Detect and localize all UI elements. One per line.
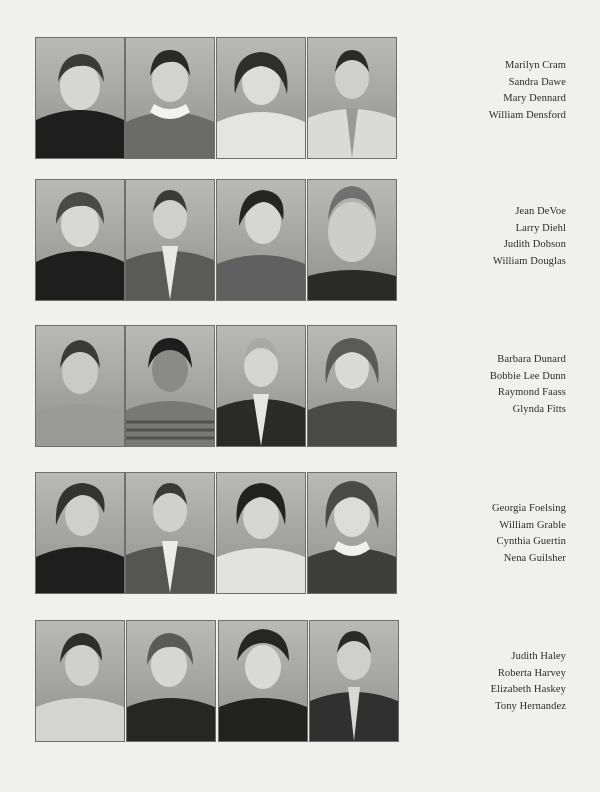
portrait-photo [308, 326, 396, 446]
portrait-row [36, 621, 600, 743]
portrait-photo [217, 326, 305, 446]
student-name: William Douglas [492, 255, 566, 267]
portrait-row [36, 326, 600, 448]
portrait-photo [217, 38, 305, 158]
student-name: Marilyn Cram [505, 60, 566, 71]
student-name: Cynthia Guertin [496, 536, 566, 547]
portrait-photo [36, 180, 124, 300]
student-name: Judith Haley [511, 651, 566, 662]
student-name: Georgia Foelsing [491, 503, 566, 514]
student-name: Raymond Faass [497, 387, 566, 398]
student-name: Mary Dennard [503, 93, 566, 104]
portrait-photo [310, 621, 398, 741]
portrait-group [36, 326, 396, 448]
portrait-row [36, 38, 600, 160]
portrait-photo [217, 473, 305, 593]
portrait-group [36, 473, 396, 595]
name-list [442, 204, 566, 270]
portrait-group [36, 38, 396, 160]
portrait-photo [126, 180, 214, 300]
portrait-photo [36, 621, 124, 741]
portrait-group [36, 621, 396, 743]
student-name: William Densford [488, 109, 566, 121]
student-name: Sandra Dawe [508, 76, 566, 88]
student-name: Judith Dobson [503, 239, 566, 250]
portrait-photo [36, 38, 124, 158]
portrait-photo [126, 38, 214, 158]
portrait-photo [126, 326, 214, 446]
name-list [442, 649, 566, 715]
name-list [442, 352, 566, 418]
student-name: William Grable [499, 519, 566, 531]
portrait-photo [36, 326, 124, 446]
portrait-photo [217, 180, 305, 300]
student-name: Elizabeth Haskey [490, 684, 566, 695]
portrait-row [36, 473, 600, 595]
portrait-row [36, 180, 600, 302]
portrait-group [36, 180, 396, 302]
student-name: Jean DeVoe [515, 206, 566, 217]
student-name: Glynda Fitts [512, 403, 566, 415]
name-list [442, 501, 566, 567]
student-name: Roberta Harvey [497, 667, 566, 679]
student-name: Larry Diehl [515, 222, 566, 234]
portrait-photo [308, 180, 396, 300]
portrait-photo [36, 473, 124, 593]
student-name: Barbara Dunard [497, 354, 566, 365]
portrait-photo [219, 621, 307, 741]
portrait-photo [308, 473, 396, 593]
portrait-photo [127, 621, 215, 741]
name-list [442, 58, 566, 124]
student-name: Nena Guilsher [503, 552, 566, 564]
portrait-photo [126, 473, 214, 593]
student-name: Tony Hernandez [495, 700, 566, 712]
portrait-photo [308, 38, 396, 158]
student-name: Bobbie Lee Dunn [489, 370, 566, 382]
